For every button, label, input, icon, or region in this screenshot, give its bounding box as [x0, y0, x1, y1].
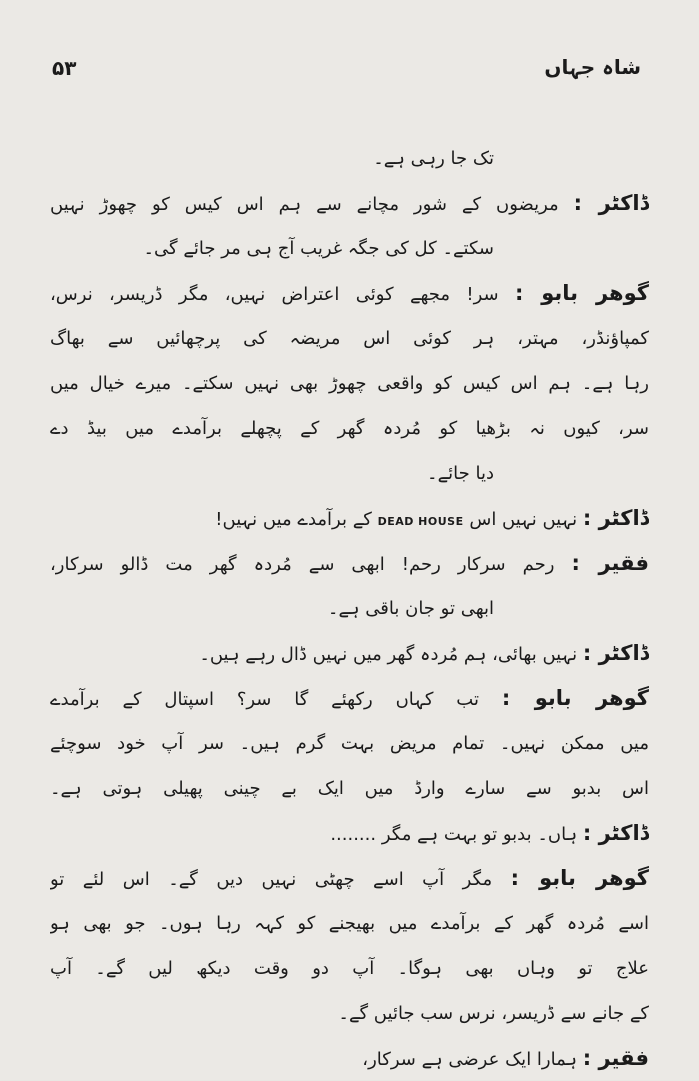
speaker-label: ڈاکٹر : [582, 821, 649, 845]
running-title: شاہ جہاں [544, 55, 641, 79]
text-line: علاج تو وہاں بھی ہوگا۔ آپ دو وقت دیکھ لیں گے۔ آپ [50, 958, 649, 979]
text-line: فقیر : رحم سرکار رحم! ابھی سے مُردہ گھر مت ڈالو سرکار، [50, 551, 649, 575]
text-line: اس بدبو سے سارے وارڈ میں ایک بے چینی پھیلی ہوتی ہے۔ [50, 778, 649, 799]
text-line: ڈاکٹر : نہیں بھائی، ہم مُردہ گھر میں نہیں ڈال رہے ہیں۔ [199, 641, 649, 665]
text-line: کے جانے سے ڈریسر، نرس سب جائیں گے۔ [338, 1003, 649, 1024]
speaker-label: ڈاکٹر : [573, 191, 649, 215]
speaker-label: فقیر : [582, 1046, 649, 1070]
text-line: سر، کیوں نہ بڑھیا کو مُردہ گھر کے پچھلے برآمدے میں بیڈ دے [50, 418, 649, 439]
text-line: گوھر بابو : تب کہاں رکھئے گا سر؟ اسپتال کے برآمدے [50, 686, 649, 710]
speaker-label: گوھر بابو : [501, 686, 649, 710]
text-line: ڈاکٹر : نہیں نہیں اس DEAD HOUSE کے برآمدے میں نہیں! [215, 506, 649, 530]
text-line: سکتے۔ کل کی جگہ غریب آج ہی مر جائے گی۔ [143, 238, 494, 259]
text-line: اسے مُردہ گھر کے برآمدے میں بھیجنے کو کہہ رہا ہوں۔ جو بھی ہو [50, 913, 649, 934]
speaker-label: گوھر بابو : [510, 866, 649, 890]
page-number: ۵۳ [52, 56, 77, 80]
text-line: دیا جائے۔ [427, 463, 494, 484]
text-line: گوھر بابو : سر! مجھے کوئی اعتراض نہیں، مگر ڈریسر، نرس، [50, 281, 649, 305]
text-line: فقیر : ہمارا ایک عرضی ہے سرکار، [362, 1046, 649, 1070]
text-line: ڈاکٹر : مریضوں کے شور مچانے سے ہم اس کیس کو چھوڑ نہیں [50, 191, 649, 215]
page-body [50, 136, 649, 1081]
speaker-label: گوھر بابو : [514, 281, 649, 305]
speaker-label: ڈاکٹر : [582, 506, 649, 530]
speaker-label: فقیر : [571, 551, 649, 575]
text-line: گوھر بابو : مگر آپ اسے چھٹی نہیں دیں گے۔ اس لئے تو [50, 866, 649, 890]
text-line: ڈاکٹر : ہاں۔ بدبو تو بہت ہے مگر ........ [330, 821, 649, 845]
text-line: رہا ہے۔ ہم اس کیس کو واقعی چھوڑ بھی نہیں سکتے۔ میرے خیال میں [50, 373, 649, 394]
text-line: تک جا رہی ہے۔ [373, 148, 494, 169]
text-line: میں ممکن نہیں۔ تمام مریض بہت گرم ہیں۔ سر آپ خود سوچئے [50, 733, 649, 754]
latin-term: DEAD HOUSE [377, 515, 464, 528]
speaker-label: ڈاکٹر : [582, 641, 649, 665]
text-line: کمپاؤنڈر، مہتر، ہر کوئی اس مریضہ کی پرچھائیں سے بھاگ [50, 328, 649, 349]
text-line: ابھی تو جان باقی ہے۔ [327, 598, 494, 619]
